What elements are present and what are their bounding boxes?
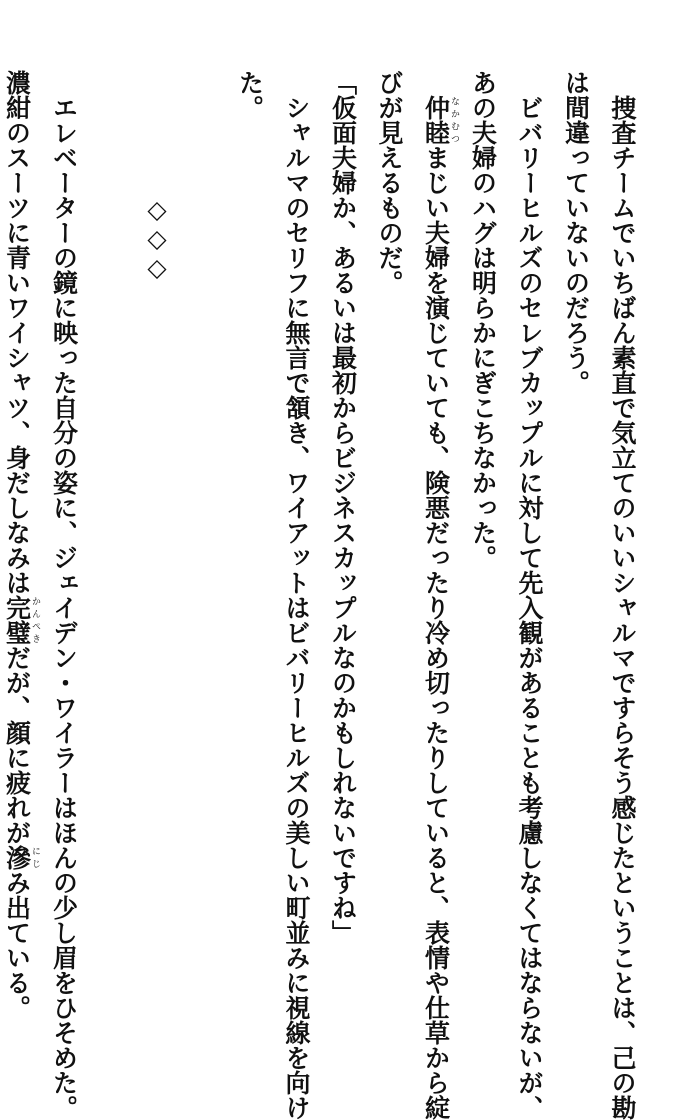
text-line: びが見えるものだ。 bbox=[375, 70, 404, 295]
ruby-annotation bbox=[2, 595, 40, 645]
text-segment: み出ている。 bbox=[2, 870, 32, 1020]
text-line: た。 bbox=[235, 70, 265, 120]
ruby-base: 滲 bbox=[2, 845, 32, 870]
text-line: ビバリーヒルズのセレブカップルに対して先入観があることも考慮しなくてはならないが、 bbox=[515, 95, 544, 1120]
text-line bbox=[0, 70, 40, 1020]
text-line: シャルマのセリフに無言で頷き、ワイアットはビバリーヒルズの美しい町並みに視線を向け bbox=[282, 95, 311, 1120]
text-line: エレベーターの鏡に映った自分の姿に、ジェイデン・ワイラーはほんの少し眉をひそめた。 bbox=[49, 95, 79, 1120]
text-line: 捜査チームでいちばん素直で気立てのいいシャルマですらそう感じたということは、己の勘 bbox=[608, 95, 637, 1120]
text-line: は間違っていないのだろう。 bbox=[561, 70, 591, 395]
ruby-reading: にじ bbox=[30, 845, 40, 870]
text-segment: 濃紺のスーツに青いワイシャツ、身だしなみは bbox=[2, 70, 32, 595]
section-separator: ◇◇◇ bbox=[142, 195, 172, 282]
ruby-annotation bbox=[421, 95, 459, 145]
text-line bbox=[412, 70, 459, 1120]
text-segment: まじい夫婦を演じていても、険悪だったり冷め切ったりしていると、表情や仕草から綻 bbox=[421, 145, 451, 1120]
text-segment: だが、顔に疲れが bbox=[2, 645, 32, 845]
ruby-annotation bbox=[2, 845, 40, 870]
dialogue-line: 「仮面夫婦か、あるいは最初からビジネスカップルなのかもしれないですね」 bbox=[328, 70, 358, 945]
blank-line bbox=[180, 70, 227, 950]
text-line: あの夫婦のハグは明らかにぎこちなかった。 bbox=[468, 70, 498, 570]
blank-line bbox=[87, 70, 134, 950]
ruby-base: 完璧 bbox=[2, 595, 32, 645]
ruby-reading: なかむつ bbox=[449, 95, 459, 145]
ruby-base: 仲睦 bbox=[421, 95, 451, 145]
ruby-reading: かんぺき bbox=[30, 595, 40, 645]
vertical-text-body bbox=[0, 70, 645, 1120]
